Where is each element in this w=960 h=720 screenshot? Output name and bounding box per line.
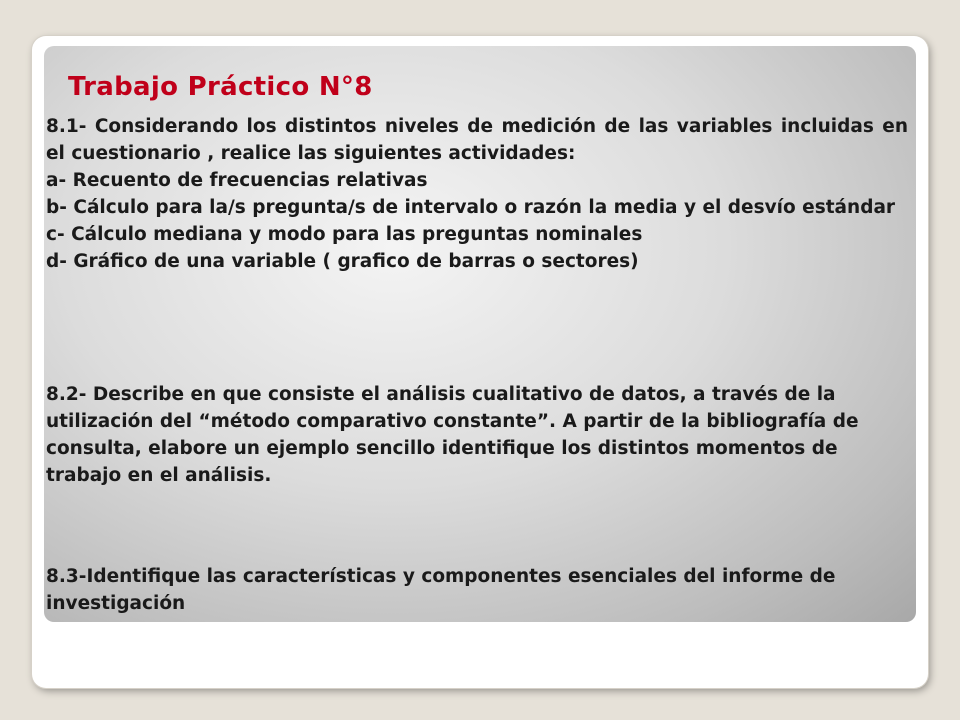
activity-item-b: b- Cálculo para la/s pregunta/s de intervalo o razón la media y el desvío estándar <box>46 197 896 218</box>
section-8-3-text: 8.3-Identifique las características y componentes esenciales del informe de investigación <box>46 566 836 614</box>
activity-item-a: a- Recuento de frecuencias relativas <box>46 170 428 191</box>
slide-title: Trabajo Práctico N°8 <box>68 72 373 102</box>
activity-item-c: c- Cálculo mediana y modo para las preguntas nominales <box>46 224 643 245</box>
section-8-1-intro: 8.1- Considerando los distintos niveles de medición de las variables incluidas en el cuestionario , realice las siguientes actividades: <box>46 116 908 164</box>
section-8-2-text: 8.2- Describe en que consiste el análisis cualitativo de datos, a través de la utilización del “método comparativo constante”. A partir de la bibliografía de consulta, elabore un ejemplo sencillo identifique los distintos momentos de trabajo en el análisis. <box>46 384 859 486</box>
section-8-2 <box>46 381 908 489</box>
activity-item-d: d- Gráfico de una variable ( grafico de barras o sectores) <box>46 251 639 272</box>
section-8-1 <box>46 113 908 275</box>
section-8-3 <box>46 563 908 617</box>
